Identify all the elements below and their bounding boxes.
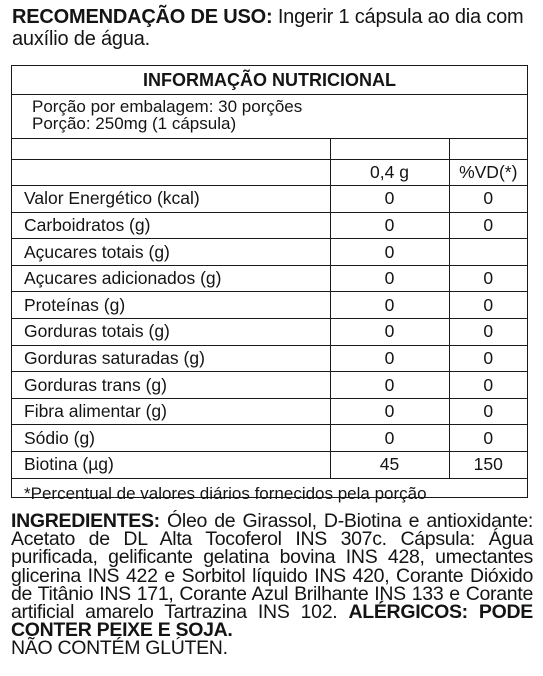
nutrient-vd: 0 bbox=[449, 292, 527, 319]
nutrient-amount: 0 bbox=[330, 398, 449, 425]
nutrient-amount: 0 bbox=[330, 186, 449, 213]
nutrient-amount: 0 bbox=[330, 425, 449, 452]
nutrient-vd: 0 bbox=[449, 425, 527, 452]
ingredients-label: INGREDIENTES: bbox=[11, 510, 160, 532]
nutrient-name: Gorduras totais (g) bbox=[12, 319, 330, 346]
nutrient-name: Proteínas (g) bbox=[12, 292, 330, 319]
nutrient-amount: 0 bbox=[330, 265, 449, 292]
column-header-vd: %VD(*) bbox=[449, 159, 527, 186]
table-header-row bbox=[12, 159, 527, 186]
nutrition-facts-panel bbox=[11, 65, 528, 503]
nutrient-name: Sódio (g) bbox=[12, 425, 330, 452]
column-header-amount: 0,4 g bbox=[330, 159, 449, 186]
nutrient-amount: 0 bbox=[330, 319, 449, 346]
nutrient-amount: 0 bbox=[330, 292, 449, 319]
nutrition-table bbox=[12, 139, 527, 479]
serving-size: Porção: 250mg (1 cápsula) bbox=[32, 114, 237, 133]
nutrient-amount: 0 bbox=[330, 239, 449, 266]
nutrition-footnote: *Percentual de valores diários fornecidos pela porção bbox=[24, 483, 427, 503]
table-spacer-row bbox=[12, 139, 527, 159]
nutrient-vd: 0 bbox=[449, 345, 527, 372]
nutrient-vd: 150 bbox=[449, 452, 527, 479]
table-row bbox=[12, 425, 527, 452]
nutrient-vd bbox=[449, 239, 527, 266]
portion-info bbox=[12, 95, 527, 139]
nutrient-vd: 0 bbox=[449, 372, 527, 399]
nutrient-name: Carboidratos (g) bbox=[12, 212, 330, 239]
usage-recommendation bbox=[12, 6, 534, 50]
nutrition-title: INFORMAÇÃO NUTRICIONAL bbox=[12, 66, 527, 95]
nutrient-amount: 0 bbox=[330, 372, 449, 399]
nutrient-vd: 0 bbox=[449, 265, 527, 292]
nutrient-amount: 0 bbox=[330, 212, 449, 239]
table-row bbox=[12, 265, 527, 292]
usage-recommendation-label: RECOMENDAÇÃO DE USO: bbox=[12, 6, 273, 28]
nutrient-name: Valor Energético (kcal) bbox=[12, 186, 330, 213]
table-row bbox=[12, 345, 527, 372]
nutrient-vd: 0 bbox=[449, 186, 527, 213]
ingredients-text: Óleo de Girassol, D-Biotina e antioxidante: Acetato de DL Alta Tocoferol INS 307c. Cápsula: Água purificada, gelificante gelatina bovina INS 428, umectantes glicerina INS 422 e Sorbitol líquido INS 420, Corante Dióxido de Titânio INS 171, Corante Azul Brilhante INS 133 e Corante artificial amarelo Tartrazina INS 102. bbox=[11, 510, 533, 624]
table-row bbox=[12, 212, 527, 239]
nutrient-vd: 0 bbox=[449, 398, 527, 425]
nutrient-vd: 0 bbox=[449, 212, 527, 239]
gluten-statement: NÃO CONTÉM GLÚTEN. bbox=[11, 637, 228, 660]
table-row bbox=[12, 292, 527, 319]
table-row bbox=[12, 452, 527, 479]
servings-per-package: Porção por embalagem: 30 porções bbox=[32, 97, 303, 116]
nutrient-name: Fibra alimentar (g) bbox=[12, 398, 330, 425]
allergens-warning: ALÉRGICOS: PODE CONTER PEIXE E SOJA. bbox=[11, 601, 533, 642]
ingredients-block bbox=[11, 512, 533, 658]
nutrient-name: Biotina (µg) bbox=[12, 452, 330, 479]
table-row bbox=[12, 239, 527, 266]
column-header-label bbox=[12, 159, 330, 186]
nutrient-amount: 0 bbox=[330, 345, 449, 372]
table-row bbox=[12, 398, 527, 425]
nutrient-vd: 0 bbox=[449, 319, 527, 346]
table-row bbox=[12, 319, 527, 346]
table-row bbox=[12, 372, 527, 399]
nutrient-name: Açucares totais (g) bbox=[12, 239, 330, 266]
nutrient-name: Açucares adicionados (g) bbox=[12, 265, 330, 292]
table-row bbox=[12, 186, 527, 213]
usage-recommendation-text: Ingerir 1 cápsula ao dia com auxílio de água. bbox=[12, 6, 524, 50]
nutrient-name: Gorduras saturadas (g) bbox=[12, 345, 330, 372]
nutrient-name: Gorduras trans (g) bbox=[12, 372, 330, 399]
nutrient-amount: 45 bbox=[330, 452, 449, 479]
